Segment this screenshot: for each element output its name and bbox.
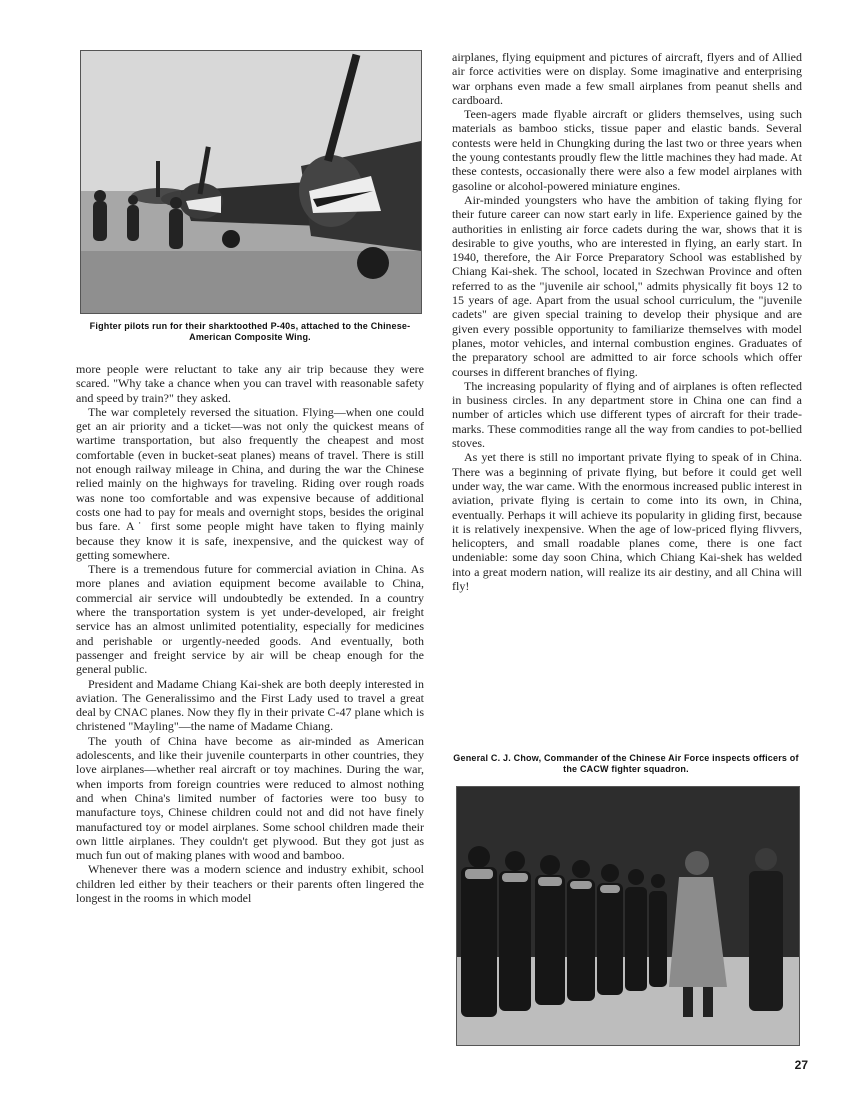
page-number: 27 xyxy=(794,1058,808,1072)
general-photo-caption: General C. J. Chow, Commander of the Chinese Air Force inspects officers of the CACW fighter squadron. xyxy=(453,753,799,774)
right-text-column xyxy=(452,50,802,593)
paragraph: The war completely reversed the situation. Flying—when one could get an air priority and a ticket—was not only the quickest means of wartime transportation, but also frequently the cheapest and most comfortable (even in bucket-seat planes) means of travel. There is still not enough railway mileage in China, and during the war the Chinese relied mainly on the highways for traveling. Riding over rough roads was none too comfortable and was expensive because of additional costs one had to pay for meals and overnight stops, besides the original bus fare. A˙ first some people might have taken to flying mainly because they know it is safe, inexpensive, and the quickest way of getting somewhere. xyxy=(76,404,424,562)
paragraph: Air-minded youngsters who have the ambition of taking flying for their future career can now start early in life. Experience gained by the authorities in enlisting air force cadets during the war, shows that it is desirable to give youths, who are interested in flying, an early start. In 1940, therefore, the Air Force Preparatory School was established by Chiang Kai-shek. The school, located in Szechwan Province and often referred to as the "juvenile air school," admits physically fit boys 12 to 15 years of age. Apart from the usual school curriculum, the "juvenile cadets" are given special training to develop their physique and are given every possible opportunity to familiarize themselves with model planes, motor vehicles, and internal combustion engines. Graduates of the preparatory school are admitted to air force schools which offer courses in different branches of flying. xyxy=(452,192,802,379)
paragraph: The youth of China have become as air-minded as American adolescents, and like their juvenile counterparts in other countries, they love airplanes—whether real aircraft or toy machines. During the war, when imports from foreign countries were reduced to almost nothing and when China's limited number of factories were too busy to manufacture toys, Chinese children could not and did not have finely manufactured toy or model airplanes. Some school children made their own little airplanes. They couldn't get plywood. But they got just as much fun out of making planes with wood and bamboo. xyxy=(76,733,424,863)
paragraph: President and Madame Chiang Kai-shek are both deeply interested in aviation. The Generalissimo and the First Lady used to travel a great deal by CNAC planes. Now they fly in their private C-47 plane which is christened "Mayling"—the name of Madame Chiang. xyxy=(76,676,424,734)
fighter-photo-caption: Fighter pilots run for their sharktoothed P-40s, attached to the Chinese-American Composite Wing. xyxy=(89,321,411,342)
paragraph: There is a tremendous future for commercial aviation in China. As more planes and aviation equipment become available to China, commercial air service will undoubtedly be extended. In a country where the transportation system is yet under-developed, air freight service has an almost unlimited potentiality, especially for medicines and perishable or urgently-needed goods. And eventually, both passenger and freight service by air will be cheap enough for the general public. xyxy=(76,562,424,677)
left-text-column xyxy=(76,362,424,905)
fighter-planes-photo xyxy=(80,50,422,314)
paragraph: Whenever there was a modern science and industry exhibit, school children led either by their teachers or their parents often lingered the longest in the rooms in which model xyxy=(76,862,424,905)
paragraph: The increasing popularity of flying and of airplanes is often reflected in business circles. In any department store in China one can find a number of articles which use different types of aircraft for their trade-marks. These commodities range all the way from candies to pot-bellied stoves. xyxy=(452,378,802,451)
inspection-illustration xyxy=(457,787,799,1045)
paragraph: airplanes, flying equipment and pictures of aircraft, flyers and of Allied air force activities were on display. Some imaginative and enterprising war orphans even made a few small airplanes from peanut shells and cardboard. xyxy=(452,50,802,107)
paragraph: more people were reluctant to take any air trip because they were scared. "Why take a chance when you can travel with reasonable safety and speed by train?" they asked. xyxy=(76,362,424,405)
paragraph: Teen-agers made flyable aircraft or gliders themselves, using such materials as bamboo sticks, tissue paper and elastic bands. Several contests were held in Chungking during the last two or three years when the young contestants proudly flew the little machines they had made. At these contests, occasionally there were also a few model airplanes with gasoline or alcohol-powered miniature engines. xyxy=(452,107,802,193)
inspection-photo xyxy=(456,786,800,1046)
fighter-planes-illustration xyxy=(81,51,421,313)
paragraph: As yet there is still no important private flying to speak of in China. There was a beginning of private flying, but before it could get well under way, the war came. With the enormous increased public interest in aviation, private flying is certain to come into its own, in China, eventually. Perhaps it will achieve its popularity in gliding first, because it is relatively inexpensive. When the age of low-priced flying flivvers, helicopters, and small roadable planes come, there is one fact undeniable: some day soon China, which Chiang Kai-shek has welded into a great modern nation, will realize its air destiny, and all China will fly! xyxy=(452,450,802,593)
